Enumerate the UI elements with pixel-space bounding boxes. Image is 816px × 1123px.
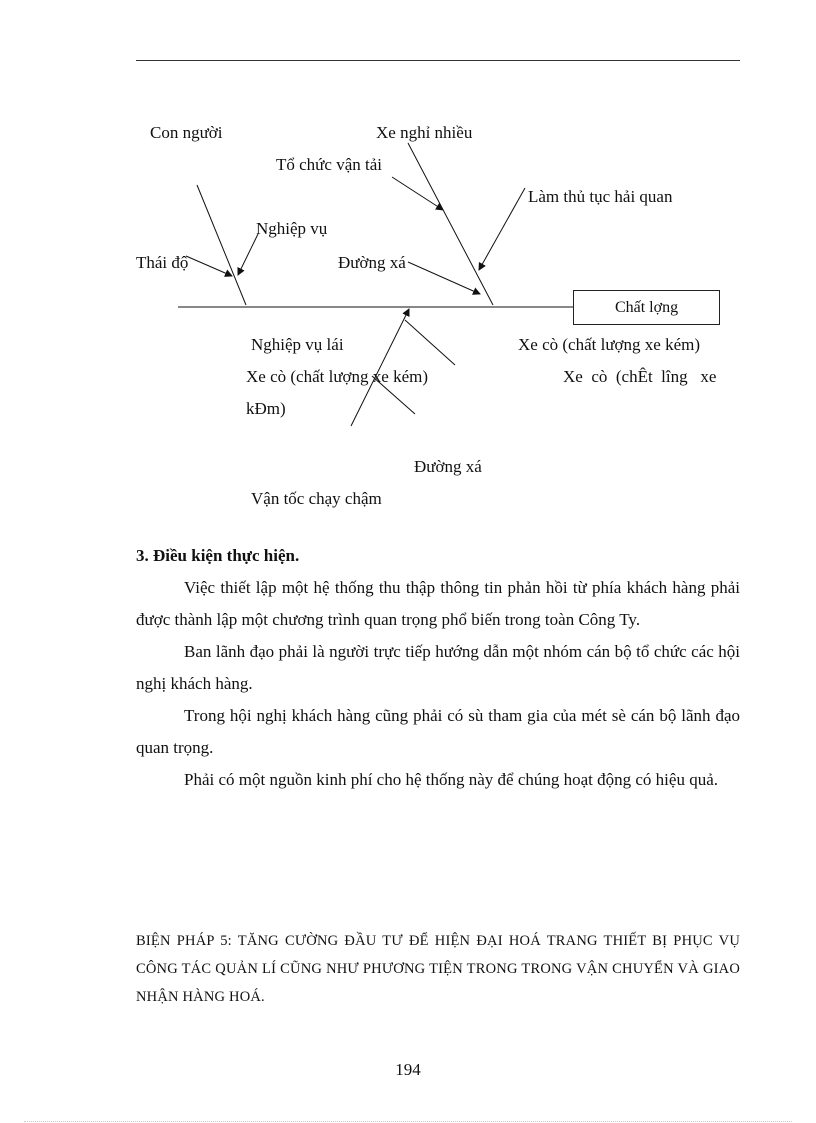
label-xe-co-right-1: Xe cò (chất lượng xe kém) bbox=[518, 335, 700, 354]
label-lam-thu-tuc: Làm thủ tục hải quan bbox=[528, 187, 673, 206]
page-number: 194 bbox=[395, 1060, 421, 1079]
arrow-duong-xa-1 bbox=[408, 262, 480, 294]
fishbone-diagram bbox=[0, 0, 816, 560]
label-nghiep-vu: Nghiệp vụ bbox=[256, 219, 328, 238]
label-nghiep-vu-lai: Nghiệp vụ lái bbox=[251, 335, 344, 354]
footer-rule bbox=[24, 1121, 792, 1122]
bone-lower-2 bbox=[405, 320, 455, 365]
label-xe-co-left: Xe cò (chất lượng xe kém) bbox=[246, 367, 428, 386]
section-heading: 3. Điều kiện thực hiện. bbox=[136, 546, 300, 565]
label-thai-do: Thái độ bbox=[136, 253, 189, 272]
paragraph: Trong hội nghị khách hàng cũng phải có sù tham gia của mét sè cán bộ lãnh đạo quan trọng. bbox=[136, 706, 740, 757]
effect-box: Chất lợng bbox=[573, 290, 720, 325]
paragraph: Ban lãnh đạo phải là người trực tiếp hướng dẫn một nhóm cán bộ tổ chức các hội nghị khách hàng. bbox=[136, 642, 740, 693]
paragraph: Phải có một nguồn kinh phí cho hệ thống này để chúng hoạt động có hiệu quả. bbox=[184, 770, 718, 789]
label-duong-xa-1: Đường xá bbox=[338, 253, 406, 272]
label-to-chuc-van-tai: Tổ chức vận tải bbox=[276, 155, 382, 174]
paragraph: Việc thiết lập một hệ thống thu thập thông tin phản hồi từ phía khách hàng phải được thành lập một chương trình quan trọng phổ biến trong toàn Công Ty. bbox=[136, 578, 740, 629]
arrow-nghiep-vu bbox=[238, 234, 258, 275]
label-van-toc: Vận tốc chạy chậm bbox=[251, 489, 382, 508]
label-con-nguoi: Con người bbox=[150, 123, 223, 142]
arrow-to-chuc bbox=[392, 177, 443, 210]
body-text bbox=[136, 572, 740, 796]
label-xe-co-right-2: Xe cò (chÊt lîng xe bbox=[563, 367, 717, 386]
bone-con-nguoi bbox=[197, 185, 246, 305]
arrow-lam-thu-tuc bbox=[479, 188, 525, 270]
measure-heading: BIỆN PHÁP 5: TĂNG CƯỜNG ĐẦU TƯ ĐỂ HIỆN ĐẠI HOÁ TRANG THIẾT BỊ PHỤC VỤ CÔNG TÁC QUẢN LÍ CŨNG NHƯ PHƯƠNG TIỆN TRONG TRONG VẬN CHUYỂN VÀ GIAO NHẬN HÀNG HOÁ. bbox=[136, 933, 740, 1005]
label-xe-nghi-nhieu: Xe nghỉ nhiều bbox=[376, 123, 473, 142]
label-duong-xa-2: Đường xá bbox=[414, 457, 482, 476]
arrow-thai-do bbox=[186, 256, 232, 276]
label-kdm: kĐm) bbox=[246, 399, 286, 418]
